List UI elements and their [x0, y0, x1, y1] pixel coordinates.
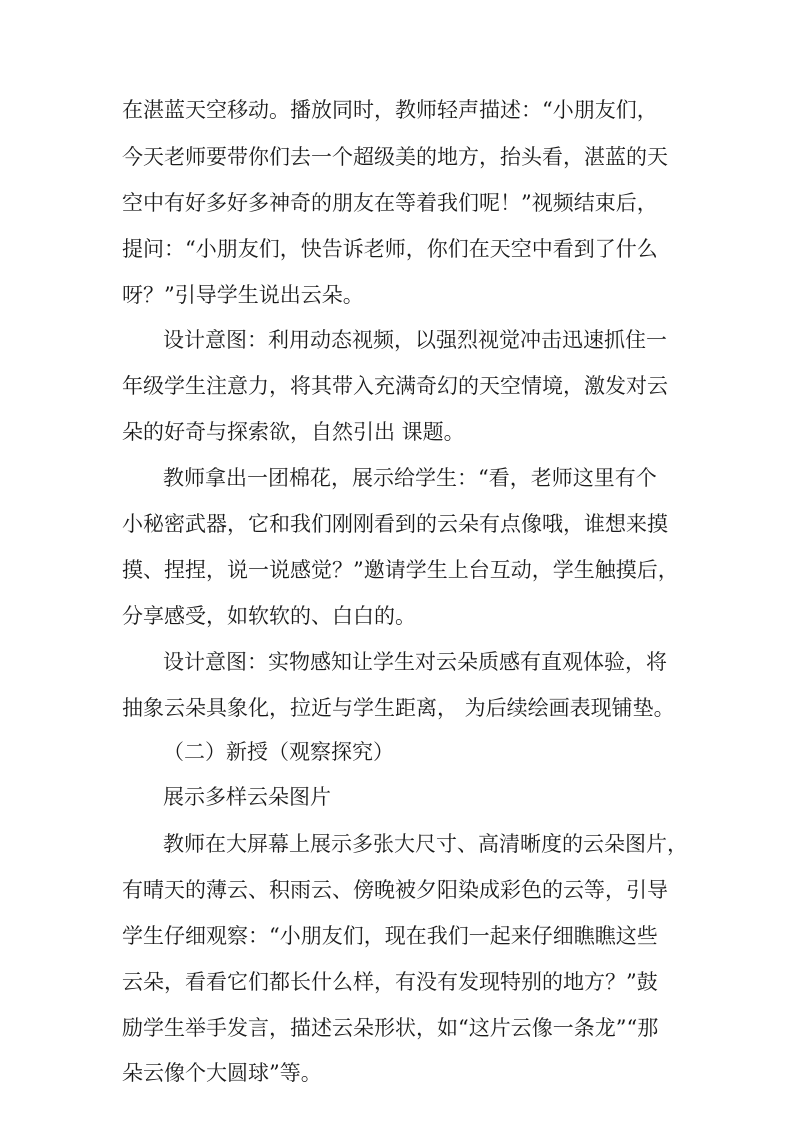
line-text: 励学生举手发言，描述云朵形状，如“这片云像一条龙”“那	[122, 1016, 659, 1040]
line-text: 有晴天的薄云、积雨云、傍晚被夕阳染成彩色的云等，引导	[122, 878, 668, 902]
line-text: 云朵，看看它们都长什么样，有没有发现特别的地方？”鼓	[122, 970, 658, 994]
line-text: 分享感受，如软软的、白白的。	[122, 604, 416, 628]
line-text: 摸、捏捏，说一说感觉？”邀请学生上台互动，学生触摸后，	[122, 558, 679, 582]
line-text: 提问：“小朋友们，快告诉老师，你们在天空中看到了什么	[122, 237, 658, 261]
section-heading-text: （二）新授（观察探究）	[163, 740, 394, 764]
line-text: 教师在大屏幕上展示多张大尺寸、高清晰度的云朵图片，	[163, 832, 688, 856]
line-text: 设计意图：利用动态视频，以强烈视觉冲击迅速抓住一	[163, 328, 667, 352]
line-text: 设计意图：实物感知让学生对云朵质感有直观体验，将	[163, 650, 667, 674]
line-text: 朵云像个大圆球”等。	[122, 1061, 322, 1085]
line-text: 空中有好多好多神奇的朋友在等着我们呢！”视频结束后，	[122, 191, 658, 215]
line-text: 学生仔细观察：“小朋友们，现在我们一起来仔细瞧瞧这些	[122, 924, 658, 948]
line-text: 在湛蓝天空移动。播放同时，教师轻声描述：“小朋友们，	[122, 98, 658, 122]
line-text: 抽象云朵具象化，拉近与学生距离， 为后续绘画表现铺垫。	[122, 696, 675, 720]
sub-heading-text: 展示多样云朵图片	[163, 785, 331, 809]
line-text: 朵的好奇与探索欲，自然引出 课题。	[122, 420, 465, 444]
line-text: 今天老师要带你们去一个超级美的地方，抬头看，湛蓝的天	[122, 145, 668, 169]
line-text: 呀？”引导学生说出云朵。	[122, 283, 364, 307]
line-text: 年级学生注意力，将其带入充满奇幻的天空情境，激发对云	[122, 374, 668, 398]
line-text: 教师拿出一团棉花，展示给学生：“看，老师这里有个	[163, 466, 657, 490]
line-text: 小秘密武器，它和我们刚刚看到的云朵有点像哦，谁想来摸	[122, 512, 668, 536]
